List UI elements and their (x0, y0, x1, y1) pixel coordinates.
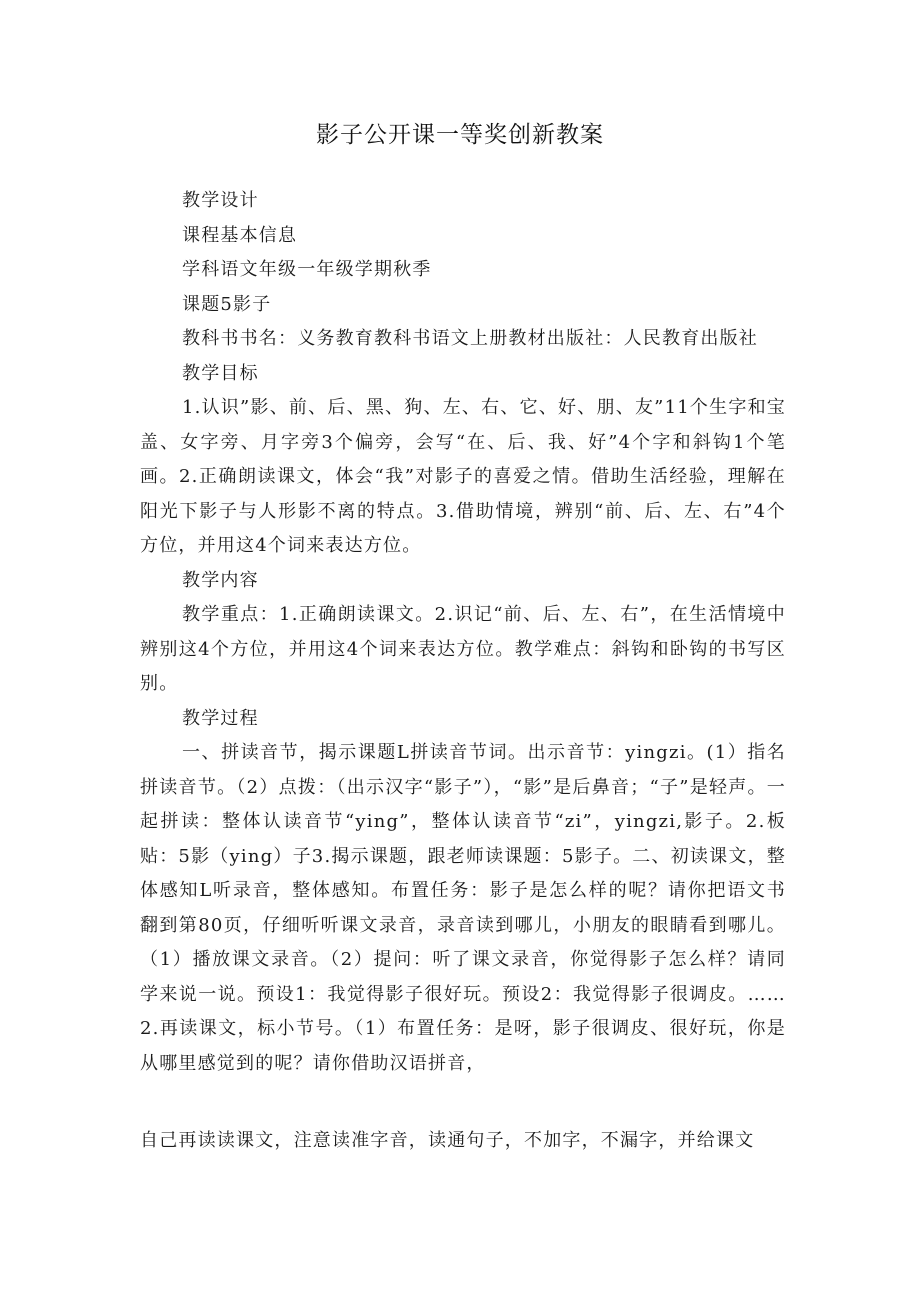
paragraph-teaching-design: 教学设计 (182, 190, 259, 211)
paragraph-key-points: 教学重点：1.正确朗读课文。2.识记“前、后、左、右”，在生活情境中辨别这4个方位，并用这4个词来表达方位。教学难点：斜钩和卧钩的书写区别。 (140, 604, 786, 694)
paragraph-content-heading: 教学内容 (182, 569, 259, 591)
paragraph-goals: 1.认识”影、前、后、黑、狗、左、右、它、好、朋、友”11个生字和宝盖、女字旁、月字旁3个偏旁，会写“在、后、我、好”4个字和斜钩1个笔画。2.正确朗读课文，体会“我”对影子的喜爱之情。借助生活经验，理解在阳光下影子与人形影不离的特点。3.借助情境，辨别“前、后、左、右”4个方位，并用这4个词来表达方位。 (140, 397, 786, 556)
paragraph-process: 一、拼读音节，揭示课题L拼读音节词。出示音节：yingzi。(1）指名拼读音节。（2）点拨：（出示汉字“影子”），“影”是后鼻音；“子”是轻声。一起拼读：整体认读音节“ying”，整体认读音节“zi”，yingzi,影子。2.板贴：5影（ying）子3.揭示课题，跟老师读课题：5影子。二、初读课文，整体感知L听录音，整体感知。布置任务：影子是怎么样的呢？请你把语文书翻到第80页，仔细听听课文录音，录音读到哪儿，小朋友的眼睛看到哪儿。（1）播放课文录音。（2）提问：听了课文录音，你觉得影子怎么样？请同学来说一说。预设1：我觉得影子很好玩。预设2：我觉得影子很调皮。……2.再读课文，标小节号。（1）布置任务：是呀，影子很调皮、很好玩，你是从哪里感觉到的呢？请你借助汉语拼音， (140, 742, 786, 1074)
document-title: 影子公开课一等奖创新教案 (316, 122, 604, 148)
paragraph-textbook: 教科书书名：义务教育教科书语文上册教材出版社：人民教育出版社 (182, 328, 758, 349)
paragraph-lesson-topic: 课题5影子 (182, 293, 272, 315)
paragraph-subject-grade: 学科语文年级一年级学期秋季 (182, 259, 432, 280)
paragraph-goals-heading: 教学目标 (182, 362, 259, 384)
paragraph-course-info: 课程基本信息 (182, 224, 298, 246)
page-tail-line: 自己再读读课文，注意读准字音，读通句子，不加字，不漏字，并给课文 (140, 1130, 755, 1151)
document-body (140, 184, 786, 1081)
paragraph-process-heading: 教学过程 (182, 707, 259, 729)
